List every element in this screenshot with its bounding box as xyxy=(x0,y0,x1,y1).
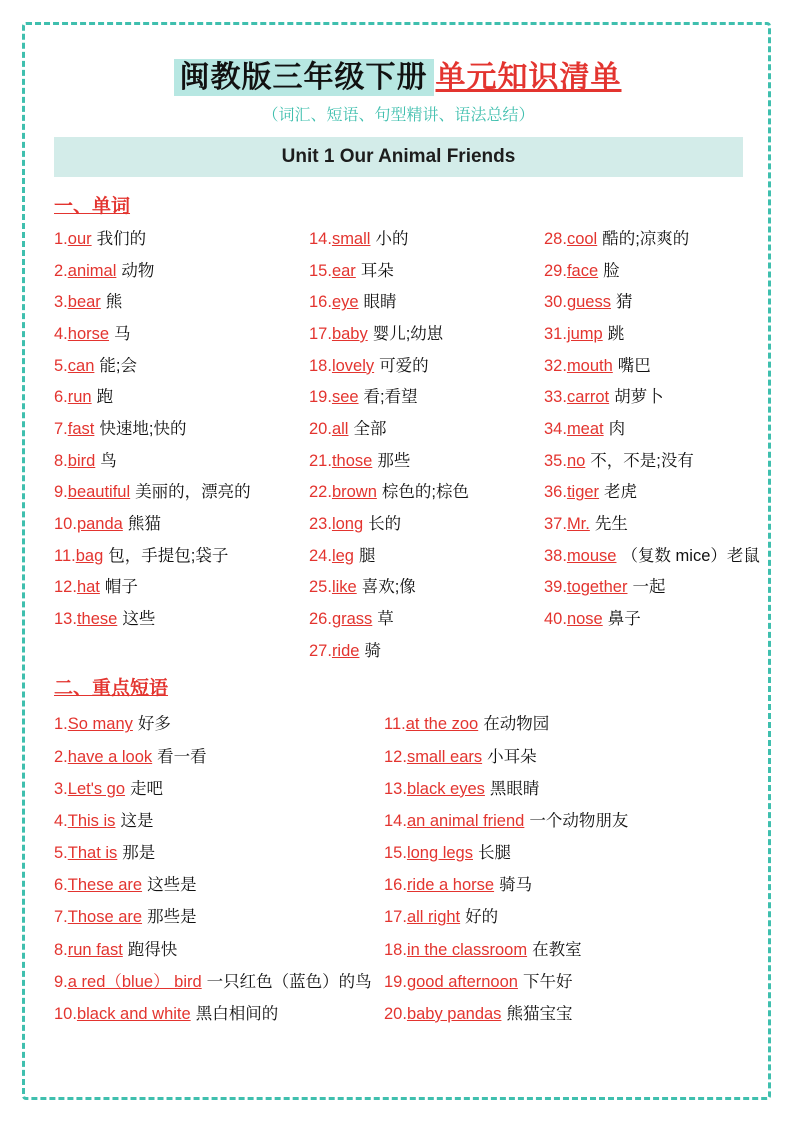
vocabulary-item xyxy=(309,256,544,288)
item-chinese: 可爱的 xyxy=(379,356,429,375)
item-chinese: 胡萝卜 xyxy=(614,388,664,407)
item-english: run xyxy=(67,388,92,407)
item-english: brown xyxy=(331,483,377,502)
item-number: 25. xyxy=(309,578,332,597)
item-chinese: 猜 xyxy=(615,293,633,312)
item-number: 28. xyxy=(544,230,567,248)
item-chinese: 这是 xyxy=(120,811,154,830)
item-chinese: 马 xyxy=(114,325,131,344)
vocabulary-item xyxy=(309,604,544,636)
page-content xyxy=(24,22,769,1030)
item-english: grass xyxy=(331,610,373,629)
item-number: 16. xyxy=(309,293,332,312)
item-number: 21. xyxy=(309,451,332,470)
item-number: 26. xyxy=(309,610,332,629)
item-number: 39. xyxy=(544,578,567,597)
item-chinese: 这些是 xyxy=(147,876,197,895)
words-column-2 xyxy=(309,224,544,667)
item-number: 1. xyxy=(54,715,68,734)
item-number: 5. xyxy=(54,356,68,375)
item-english: together xyxy=(566,578,628,597)
vocabulary-item xyxy=(54,351,309,383)
item-number: 12. xyxy=(54,578,77,597)
item-number: 1. xyxy=(54,230,68,248)
item-number: 5. xyxy=(54,844,68,863)
vocabulary-item xyxy=(309,224,544,256)
item-english: small xyxy=(331,230,371,248)
item-number: 17. xyxy=(309,325,332,344)
item-english: these xyxy=(76,610,118,629)
phrase-item xyxy=(384,998,724,1030)
item-number: 16. xyxy=(384,876,407,895)
item-english: mouth xyxy=(566,356,613,375)
item-english: mouse xyxy=(566,546,617,565)
item-chinese: 在教室 xyxy=(532,940,582,959)
item-english: leg xyxy=(331,546,354,565)
item-english: black and white xyxy=(76,1004,191,1023)
item-english: eye xyxy=(331,293,359,312)
item-number: 19. xyxy=(384,972,407,991)
item-english: an animal friend xyxy=(406,811,525,830)
item-chinese: 小的 xyxy=(375,230,409,248)
item-english: Mr. xyxy=(566,515,590,534)
page-title xyxy=(54,52,743,96)
phrase-item xyxy=(384,773,724,805)
item-chinese: 骑马 xyxy=(499,876,533,895)
item-chinese: 我们的 xyxy=(96,230,147,248)
phrase-item xyxy=(54,998,384,1030)
item-chinese: 先生 xyxy=(594,515,628,534)
item-english: black eyes xyxy=(406,779,485,798)
item-number: 24. xyxy=(309,546,332,565)
item-english: all right xyxy=(406,908,461,927)
item-chinese: 在动物园 xyxy=(483,715,550,734)
item-chinese: 好多 xyxy=(137,715,171,734)
item-english: bird xyxy=(67,451,96,470)
item-chinese: 能;会 xyxy=(99,356,137,375)
item-number: 10. xyxy=(54,515,77,534)
item-english: small ears xyxy=(406,747,483,766)
vocabulary-item xyxy=(309,319,544,351)
vocabulary-item xyxy=(54,319,309,351)
item-number: 30. xyxy=(544,293,567,312)
item-number: 17. xyxy=(384,908,407,927)
item-number: 3. xyxy=(54,779,68,798)
phrase-item xyxy=(384,805,724,837)
item-english: meat xyxy=(566,420,604,439)
phrase-item xyxy=(384,869,724,901)
item-chinese: 那是 xyxy=(122,844,156,863)
phrase-item xyxy=(384,966,724,998)
item-chinese: 长的 xyxy=(368,515,402,534)
item-chinese: （复数 mice）老鼠 xyxy=(621,546,760,565)
item-english: jump xyxy=(566,325,603,344)
item-english: ride a horse xyxy=(406,876,495,895)
item-number: 9. xyxy=(54,972,68,991)
item-number: 31. xyxy=(544,325,567,344)
item-chinese: 一个动物朋友 xyxy=(529,811,629,830)
vocabulary-item xyxy=(544,541,764,573)
item-english: all xyxy=(331,420,349,439)
item-english: beautiful xyxy=(67,483,131,502)
item-chinese: 快速地;快的 xyxy=(99,420,187,439)
item-chinese: 喜欢;像 xyxy=(361,578,416,597)
item-chinese: 黑白相间的 xyxy=(195,1004,279,1023)
item-english: can xyxy=(67,356,95,375)
item-number: 15. xyxy=(309,261,332,280)
item-english: in the classroom xyxy=(406,940,528,959)
item-number: 23. xyxy=(309,515,332,534)
item-number: 4. xyxy=(54,325,68,344)
item-chinese: 一起 xyxy=(632,578,666,597)
vocabulary-item xyxy=(309,636,544,668)
item-english: This is xyxy=(67,811,116,830)
item-chinese: 熊 xyxy=(105,293,123,312)
item-number: 2. xyxy=(54,747,68,766)
item-english: These are xyxy=(67,876,143,895)
vocabulary-item xyxy=(544,319,764,351)
item-english: lovely xyxy=(331,356,375,375)
item-chinese: 那些 xyxy=(377,451,411,470)
item-english: baby xyxy=(331,325,368,344)
vocabulary-item xyxy=(544,287,764,319)
vocabulary-item xyxy=(309,572,544,604)
vocabulary-item xyxy=(54,572,309,604)
item-number: 13. xyxy=(54,610,77,629)
vocabulary-item xyxy=(54,604,309,636)
vocabulary-item xyxy=(54,224,309,256)
item-english: nose xyxy=(566,610,603,629)
item-number: 29. xyxy=(544,261,567,280)
item-number: 38. xyxy=(544,546,567,565)
vocabulary-item xyxy=(54,256,309,288)
vocabulary-item xyxy=(544,351,764,383)
item-english: fast xyxy=(67,420,95,439)
item-english: a red（blue） bird xyxy=(67,972,202,991)
vocabulary-item xyxy=(54,414,309,446)
item-english: ear xyxy=(331,261,356,280)
title-part-underlined: 单元知识清单 xyxy=(435,61,622,94)
section-words-heading: 一、单词 xyxy=(54,196,131,217)
item-english: tiger xyxy=(566,483,600,502)
vocabulary-item xyxy=(309,509,544,541)
item-number: 32. xyxy=(544,356,567,375)
vocabulary-item xyxy=(544,604,764,636)
item-chinese: 骑 xyxy=(364,641,381,660)
vocabulary-item xyxy=(544,382,764,414)
item-number: 9. xyxy=(54,483,68,502)
item-number: 33. xyxy=(544,388,567,407)
item-number: 13. xyxy=(384,779,407,798)
phrase-item xyxy=(384,901,724,933)
vocabulary-item xyxy=(309,287,544,319)
item-english: no xyxy=(566,451,586,470)
vocabulary-item xyxy=(544,256,764,288)
item-number: 18. xyxy=(309,356,332,375)
item-chinese: 婴儿;幼崽 xyxy=(372,325,444,344)
item-english: So many xyxy=(67,715,133,734)
item-number: 20. xyxy=(309,420,332,439)
vocabulary-item xyxy=(54,477,309,509)
item-chinese: 鼻子 xyxy=(607,610,641,629)
words-column-1 xyxy=(54,224,309,667)
item-english: our xyxy=(67,230,92,248)
section-words-heading-wrap xyxy=(54,187,743,224)
item-english: baby pandas xyxy=(406,1004,502,1023)
vocabulary-item xyxy=(309,351,544,383)
vocabulary-item xyxy=(544,414,764,446)
item-chinese: 跑 xyxy=(96,388,114,407)
vocabulary-item xyxy=(544,224,764,256)
vocabulary-item xyxy=(544,509,764,541)
item-number: 14. xyxy=(309,230,332,248)
phrase-item xyxy=(54,869,384,901)
item-english: face xyxy=(566,261,599,280)
phrase-item xyxy=(384,837,724,869)
phrase-item xyxy=(54,934,384,966)
item-number: 7. xyxy=(54,908,68,927)
vocabulary-item xyxy=(544,477,764,509)
item-number: 7. xyxy=(54,420,68,439)
item-chinese: 长腿 xyxy=(478,844,511,863)
item-english: cool xyxy=(566,230,598,248)
item-chinese: 腿 xyxy=(358,546,376,565)
item-chinese: 眼睛 xyxy=(363,293,397,312)
item-number: 11. xyxy=(384,715,406,734)
item-chinese: 小耳朵 xyxy=(487,747,537,766)
item-chinese: 那些是 xyxy=(147,908,197,927)
phrase-item xyxy=(384,741,724,773)
vocabulary-item xyxy=(309,446,544,478)
phrases-column-1 xyxy=(54,708,384,1030)
phrases-column-2 xyxy=(384,708,724,1030)
vocabulary-item xyxy=(54,509,309,541)
item-chinese: 草 xyxy=(377,610,394,629)
phrase-item xyxy=(384,934,724,966)
item-chinese: 好的 xyxy=(465,908,499,927)
item-chinese: 跳 xyxy=(607,325,625,344)
phrase-item xyxy=(54,901,384,933)
item-english: have a look xyxy=(67,747,153,766)
title-part-highlighted: 闽教版三年级下册 xyxy=(174,59,434,96)
phrase-item xyxy=(54,805,384,837)
vocabulary-item xyxy=(309,414,544,446)
item-number: 4. xyxy=(54,811,68,830)
vocabulary-item xyxy=(54,382,309,414)
item-number: 36. xyxy=(544,483,567,502)
item-english: That is xyxy=(67,844,118,863)
item-english: panda xyxy=(76,515,123,534)
item-number: 8. xyxy=(54,940,68,959)
words-column-3 xyxy=(544,224,764,667)
item-number: 3. xyxy=(54,293,68,312)
section-phrases-heading: 二、重点短语 xyxy=(54,678,169,700)
phrase-item xyxy=(54,837,384,869)
phrase-item xyxy=(54,966,384,998)
item-chinese: 看一看 xyxy=(157,747,207,766)
item-chinese: 一只红色（蓝色）的鸟 xyxy=(206,972,372,991)
item-chinese: 肉 xyxy=(608,420,626,439)
vocabulary-item xyxy=(309,477,544,509)
item-chinese: 跑得快 xyxy=(127,940,178,959)
section-phrases-heading-wrap xyxy=(54,669,743,706)
item-chinese: 酷的;凉爽的 xyxy=(602,230,690,248)
item-chinese: 美丽的，漂亮的 xyxy=(135,483,251,502)
vocabulary-item xyxy=(544,446,764,478)
item-english: Those are xyxy=(67,908,143,927)
vocabulary-item xyxy=(54,541,309,573)
vocabulary-item xyxy=(54,446,309,478)
item-english: good afternoon xyxy=(406,972,518,991)
item-english: guess xyxy=(566,293,611,312)
item-english: long xyxy=(331,515,364,534)
item-chinese: 动物 xyxy=(121,261,155,280)
item-chinese: 黑眼睛 xyxy=(489,779,540,798)
vocabulary-item xyxy=(309,541,544,573)
item-english: hat xyxy=(76,578,100,597)
item-chinese: 下午好 xyxy=(522,972,573,991)
item-chinese: 耳朵 xyxy=(360,261,394,280)
item-number: 35. xyxy=(544,451,567,470)
item-english: see xyxy=(331,388,359,407)
item-english: carrot xyxy=(566,388,610,407)
item-chinese: 熊猫 xyxy=(127,515,161,534)
item-chinese: 熊猫宝宝 xyxy=(506,1004,573,1023)
item-number: 6. xyxy=(54,388,68,407)
page-subtitle: （词汇、短语、句型精讲、语法总结） xyxy=(262,107,535,124)
item-english: Let's go xyxy=(67,779,126,798)
phrase-item xyxy=(384,708,724,740)
item-english: like xyxy=(331,578,357,597)
item-english: ride xyxy=(331,641,360,660)
item-number: 12. xyxy=(384,747,407,766)
item-chinese: 脸 xyxy=(603,261,620,280)
item-number: 27. xyxy=(309,641,332,660)
item-chinese: 包，手提包;袋子 xyxy=(108,546,229,565)
item-english: at the zoo xyxy=(405,715,479,734)
item-chinese: 嘴巴 xyxy=(617,356,651,375)
item-chinese: 帽子 xyxy=(104,578,138,597)
item-number: 19. xyxy=(309,388,332,407)
unit-banner: Unit 1 Our Animal Friends xyxy=(54,137,743,177)
item-number: 10. xyxy=(54,1004,77,1023)
item-number: 8. xyxy=(54,451,68,470)
item-chinese: 不，不是;没有 xyxy=(590,451,694,470)
item-chinese: 全部 xyxy=(353,420,387,439)
item-chinese: 老虎 xyxy=(604,483,638,502)
item-english: animal xyxy=(67,261,117,280)
item-number: 15. xyxy=(384,844,407,863)
phrases-columns xyxy=(54,708,743,1030)
vocabulary-item xyxy=(309,382,544,414)
item-english: those xyxy=(331,451,373,470)
item-english: horse xyxy=(67,325,110,344)
item-english: run fast xyxy=(67,940,123,959)
item-number: 34. xyxy=(544,420,567,439)
item-english: long legs xyxy=(406,844,473,863)
item-number: 18. xyxy=(384,940,407,959)
item-english: bear xyxy=(67,293,101,312)
vocabulary-item xyxy=(544,572,764,604)
item-number: 40. xyxy=(544,610,567,629)
item-english: bag xyxy=(75,546,104,565)
phrase-item xyxy=(54,708,384,740)
item-number: 20. xyxy=(384,1004,407,1023)
item-chinese: 看;看望 xyxy=(363,388,418,407)
words-columns xyxy=(54,224,760,667)
phrase-item xyxy=(54,773,384,805)
phrase-item xyxy=(54,741,384,773)
item-number: 22. xyxy=(309,483,332,502)
item-chinese: 鸟 xyxy=(100,451,117,470)
item-number: 6. xyxy=(54,876,68,895)
item-number: 11. xyxy=(54,546,76,565)
vocabulary-item xyxy=(54,287,309,319)
item-chinese: 棕色的;棕色 xyxy=(381,483,469,502)
item-chinese: 走吧 xyxy=(130,779,164,798)
item-number: 2. xyxy=(54,261,68,280)
item-number: 37. xyxy=(544,515,567,534)
item-chinese: 这些 xyxy=(122,610,156,629)
item-number: 14. xyxy=(384,811,407,830)
